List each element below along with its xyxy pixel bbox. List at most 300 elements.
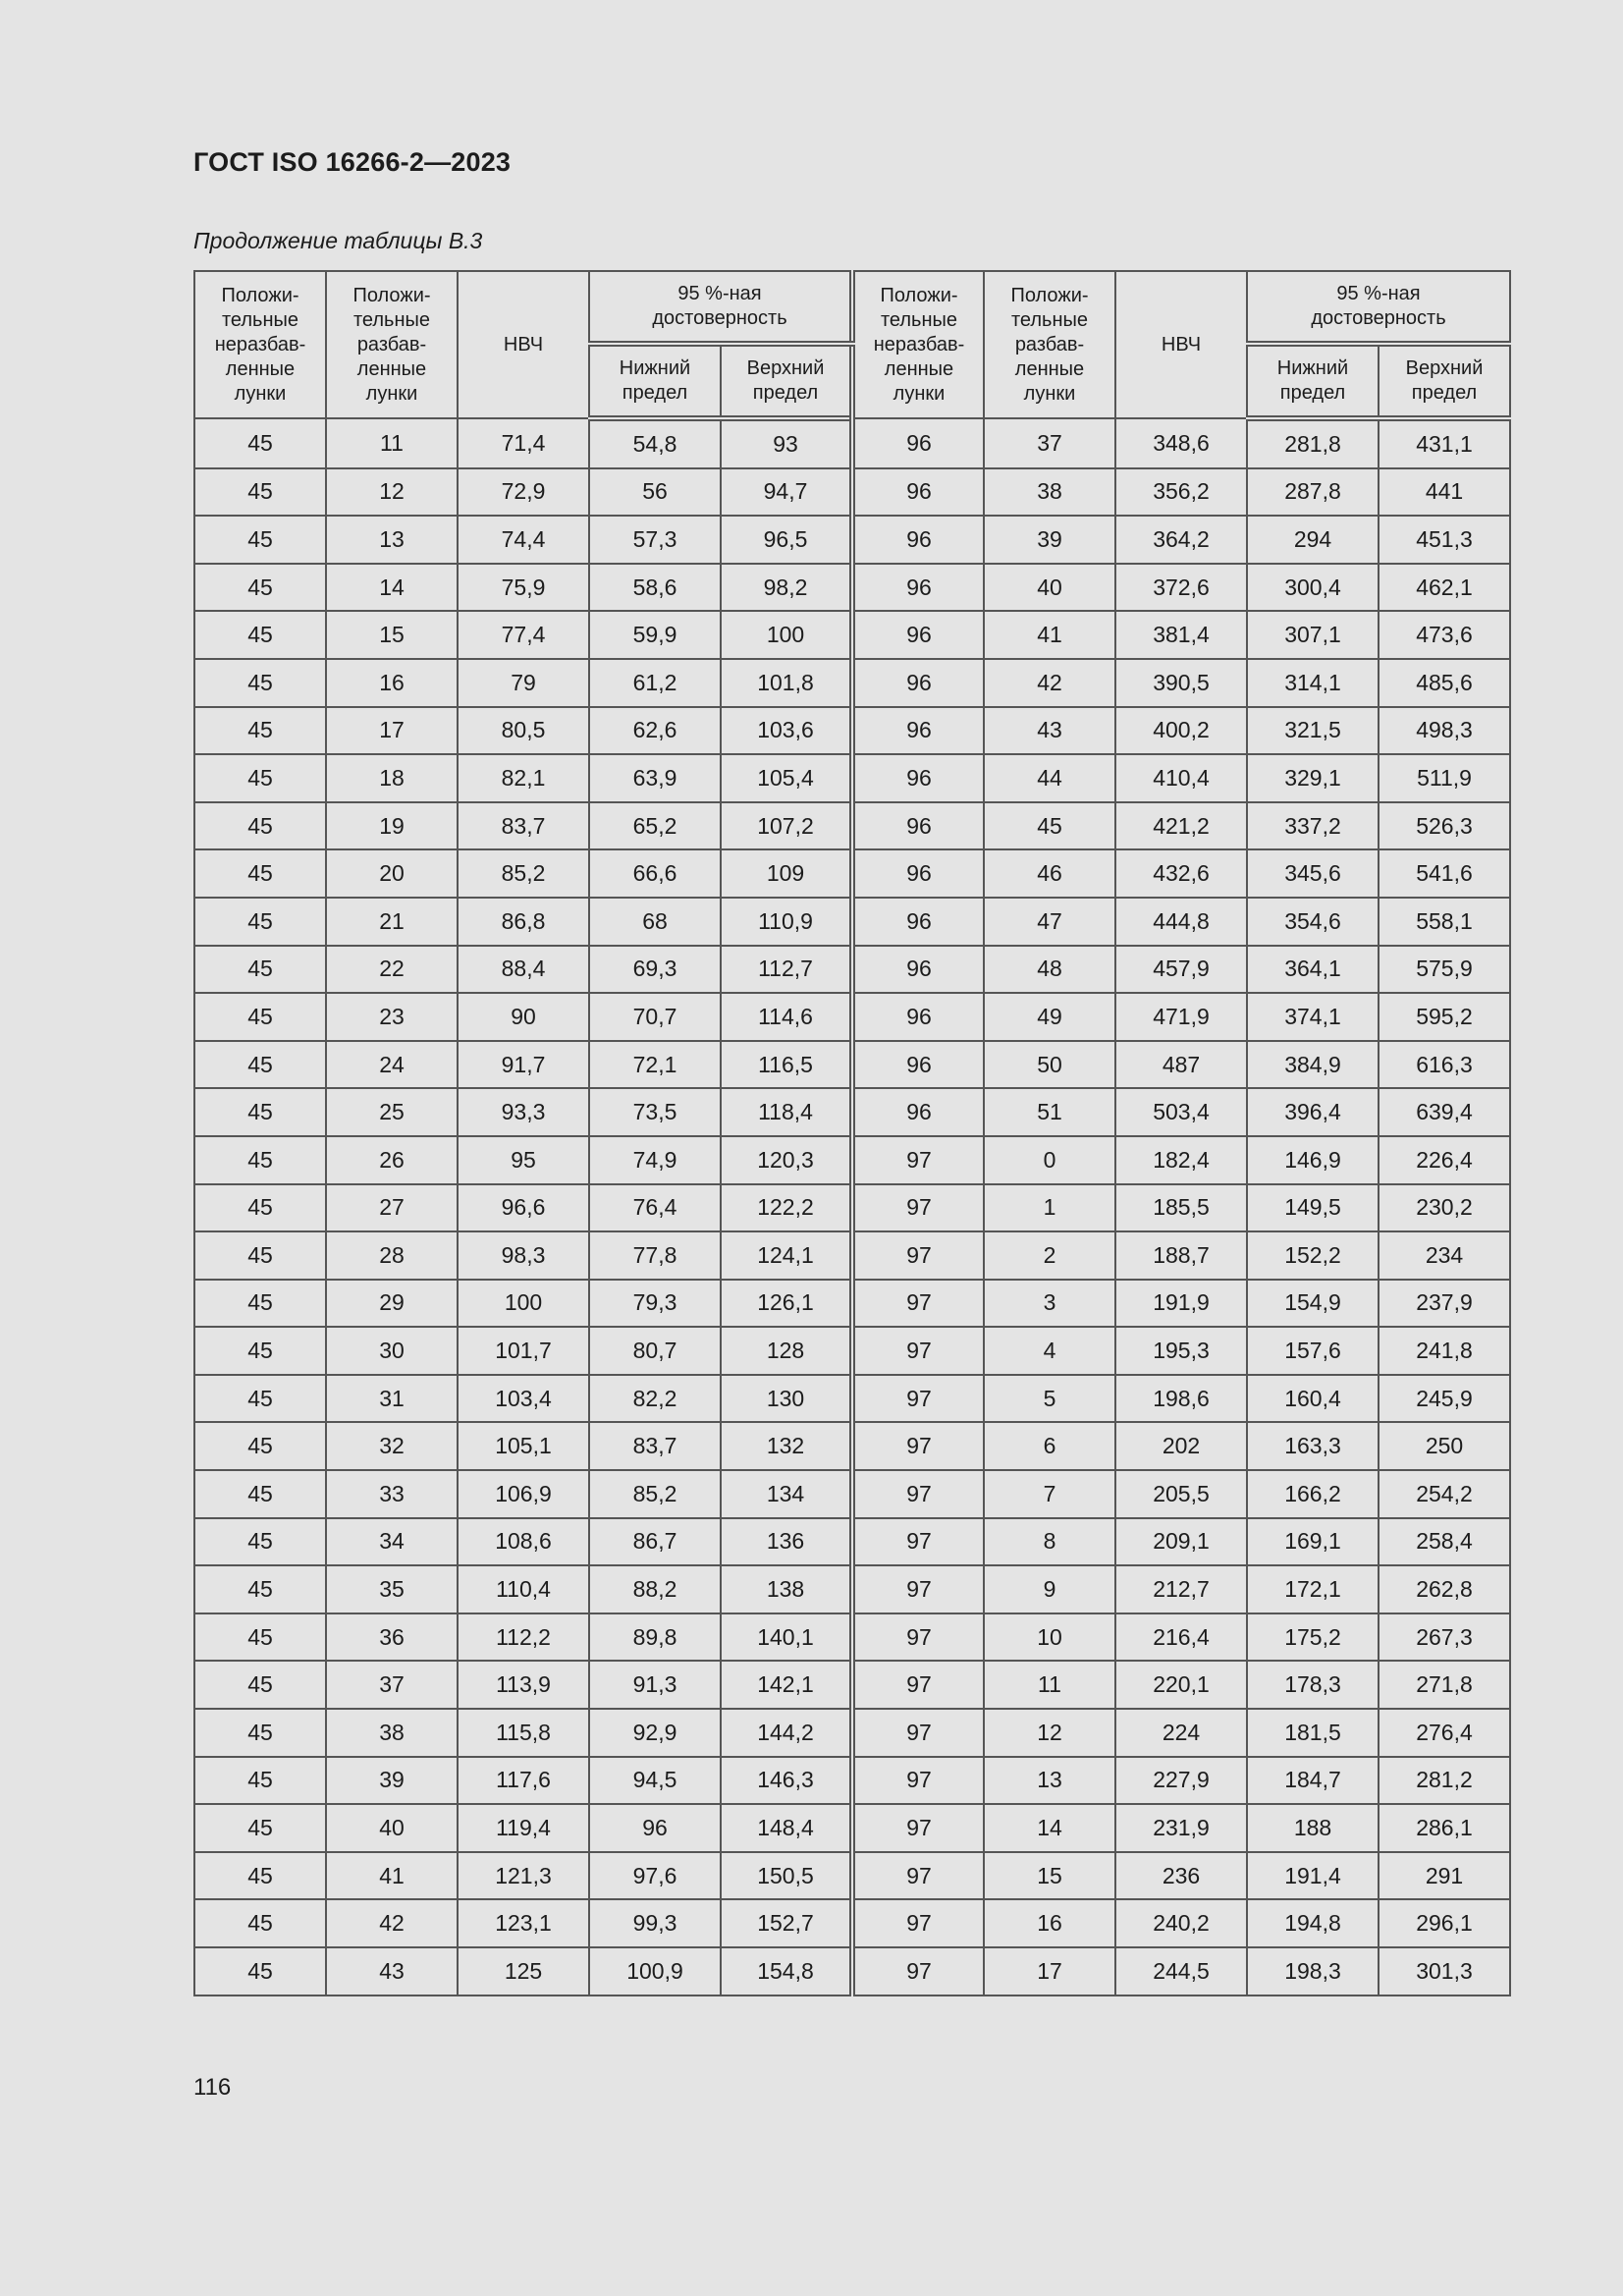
cell-upper-limit: 114,6 [721,993,852,1041]
cell-lower-limit: 97,6 [589,1852,721,1900]
cell-mpn: 205,5 [1115,1470,1247,1518]
cell-upper-limit: 107,2 [721,802,852,850]
cell-positive: 45 [194,993,326,1041]
cell-lower-limit: 66,6 [589,849,721,898]
cell-positive-diluted: 47 [984,898,1115,946]
cell-lower-limit: 61,2 [589,659,721,707]
cell-mpn: 195,3 [1115,1327,1247,1375]
table-header [194,271,1510,418]
cell-mpn: 227,9 [1115,1757,1247,1805]
cell-upper-limit: 498,3 [1379,707,1510,755]
table-row [194,516,1510,564]
cell-mpn: 95 [458,1136,589,1184]
cell-positive-diluted: 15 [326,611,458,659]
cell-positive-diluted: 38 [326,1709,458,1757]
cell-positive-diluted: 2 [984,1231,1115,1280]
table-row [194,564,1510,612]
cell-positive: 45 [194,707,326,755]
cell-lower-limit: 321,5 [1247,707,1379,755]
cell-positive-diluted: 29 [326,1280,458,1328]
cell-mpn: 348,6 [1115,418,1247,468]
cell-upper-limit: 120,3 [721,1136,852,1184]
cell-mpn: 88,4 [458,946,589,994]
cell-lower-limit: 314,1 [1247,659,1379,707]
cell-lower-limit: 181,5 [1247,1709,1379,1757]
cell-mpn: 364,2 [1115,516,1247,564]
cell-upper-limit: 136 [721,1518,852,1566]
cell-lower-limit: 149,5 [1247,1184,1379,1232]
cell-positive-diluted: 5 [984,1375,1115,1423]
cell-lower-limit: 82,2 [589,1375,721,1423]
cell-positive-diluted: 14 [326,564,458,612]
cell-upper-limit: 250 [1379,1422,1510,1470]
cell-positive: 45 [194,1709,326,1757]
cell-mpn: 400,2 [1115,707,1247,755]
cell-positive: 96 [852,468,984,517]
cell-mpn: 75,9 [458,564,589,612]
cell-positive: 45 [194,564,326,612]
cell-positive-diluted: 48 [984,946,1115,994]
cell-lower-limit: 345,6 [1247,849,1379,898]
cell-positive: 45 [194,1899,326,1947]
cell-positive-diluted: 31 [326,1375,458,1423]
table-row [194,849,1510,898]
cell-upper-limit: 148,4 [721,1804,852,1852]
cell-mpn: 113,9 [458,1661,589,1709]
cell-upper-limit: 595,2 [1379,993,1510,1041]
cell-mpn: 240,2 [1115,1899,1247,1947]
cell-lower-limit: 72,1 [589,1041,721,1089]
cell-positive: 96 [852,1088,984,1136]
cell-positive-diluted: 14 [984,1804,1115,1852]
cell-positive-diluted: 38 [984,468,1115,517]
cell-upper-limit: 122,2 [721,1184,852,1232]
header-mpn: НВЧ [458,271,589,418]
cell-positive: 45 [194,1184,326,1232]
cell-positive-diluted: 39 [984,516,1115,564]
cell-mpn: 80,5 [458,707,589,755]
cell-positive-diluted: 27 [326,1184,458,1232]
cell-mpn: 96,6 [458,1184,589,1232]
cell-mpn: 85,2 [458,849,589,898]
cell-positive: 97 [852,1565,984,1613]
cell-mpn: 79 [458,659,589,707]
cell-positive-diluted: 37 [326,1661,458,1709]
cell-lower-limit: 74,9 [589,1136,721,1184]
table-row [194,1088,1510,1136]
cell-positive: 45 [194,1041,326,1089]
cell-upper-limit: 511,9 [1379,754,1510,802]
cell-mpn: 71,4 [458,418,589,468]
table-row [194,802,1510,850]
cell-upper-limit: 234 [1379,1231,1510,1280]
cell-mpn: 236 [1115,1852,1247,1900]
cell-positive: 45 [194,1661,326,1709]
cell-mpn: 100 [458,1280,589,1328]
cell-upper-limit: 639,4 [1379,1088,1510,1136]
cell-positive-diluted: 25 [326,1088,458,1136]
cell-positive: 96 [852,849,984,898]
cell-mpn: 119,4 [458,1804,589,1852]
cell-mpn: 74,4 [458,516,589,564]
cell-positive-diluted: 35 [326,1565,458,1613]
table-row [194,1852,1510,1900]
cell-positive: 45 [194,1088,326,1136]
cell-positive-diluted: 21 [326,898,458,946]
table-row [194,1231,1510,1280]
cell-mpn: 103,4 [458,1375,589,1423]
header-confidence: 95 %-ная достоверность [589,271,852,344]
cell-mpn: 90 [458,993,589,1041]
cell-upper-limit: 485,6 [1379,659,1510,707]
cell-mpn: 471,9 [1115,993,1247,1041]
cell-positive-diluted: 13 [326,516,458,564]
cell-positive: 96 [852,946,984,994]
cell-mpn: 108,6 [458,1518,589,1566]
cell-lower-limit: 184,7 [1247,1757,1379,1805]
cell-mpn: 112,2 [458,1613,589,1662]
cell-mpn: 432,6 [1115,849,1247,898]
cell-lower-limit: 384,9 [1247,1041,1379,1089]
table-row [194,1899,1510,1947]
header-upper-limit: Верхний предел [721,344,852,418]
cell-positive: 45 [194,1375,326,1423]
cell-upper-limit: 138 [721,1565,852,1613]
cell-positive: 97 [852,1280,984,1328]
cell-positive-diluted: 40 [984,564,1115,612]
cell-lower-limit: 198,3 [1247,1947,1379,1995]
cell-positive-diluted: 43 [326,1947,458,1995]
table-row [194,1280,1510,1328]
cell-mpn: 220,1 [1115,1661,1247,1709]
data-table [193,270,1511,1996]
cell-upper-limit: 105,4 [721,754,852,802]
cell-positive-diluted: 20 [326,849,458,898]
table-row [194,1136,1510,1184]
table-row [194,946,1510,994]
cell-positive-diluted: 0 [984,1136,1115,1184]
cell-positive: 45 [194,946,326,994]
cell-positive-diluted: 4 [984,1327,1115,1375]
cell-positive: 97 [852,1947,984,1995]
cell-upper-limit: 441 [1379,468,1510,517]
cell-positive: 96 [852,659,984,707]
cell-mpn: 72,9 [458,468,589,517]
cell-positive-diluted: 8 [984,1518,1115,1566]
cell-upper-limit: 237,9 [1379,1280,1510,1328]
cell-lower-limit: 337,2 [1247,802,1379,850]
cell-mpn: 390,5 [1115,659,1247,707]
cell-upper-limit: 112,7 [721,946,852,994]
cell-upper-limit: 431,1 [1379,418,1510,468]
cell-positive: 45 [194,1280,326,1328]
cell-upper-limit: 96,5 [721,516,852,564]
cell-lower-limit: 175,2 [1247,1613,1379,1662]
table-body [194,418,1510,1995]
cell-positive-diluted: 26 [326,1136,458,1184]
table-row [194,993,1510,1041]
cell-positive: 97 [852,1804,984,1852]
cell-upper-limit: 134 [721,1470,852,1518]
table-row [194,1709,1510,1757]
cell-mpn: 231,9 [1115,1804,1247,1852]
cell-lower-limit: 396,4 [1247,1088,1379,1136]
cell-lower-limit: 287,8 [1247,468,1379,517]
cell-positive: 97 [852,1852,984,1900]
header-positive: Положи- тельные неразбав- ленные лунки [852,271,984,418]
table-row [194,1422,1510,1470]
cell-mpn: 372,6 [1115,564,1247,612]
cell-upper-limit: 118,4 [721,1088,852,1136]
table-row [194,1613,1510,1662]
cell-positive: 45 [194,802,326,850]
cell-upper-limit: 146,3 [721,1757,852,1805]
cell-positive-diluted: 39 [326,1757,458,1805]
cell-upper-limit: 241,8 [1379,1327,1510,1375]
cell-positive: 45 [194,659,326,707]
cell-positive-diluted: 40 [326,1804,458,1852]
cell-positive: 45 [194,754,326,802]
cell-positive: 45 [194,1231,326,1280]
cell-positive: 45 [194,1852,326,1900]
cell-upper-limit: 142,1 [721,1661,852,1709]
cell-upper-limit: 101,8 [721,659,852,707]
cell-lower-limit: 300,4 [1247,564,1379,612]
cell-positive-diluted: 12 [326,468,458,517]
cell-mpn: 110,4 [458,1565,589,1613]
cell-positive: 96 [852,707,984,755]
cell-positive: 96 [852,564,984,612]
cell-positive-diluted: 42 [326,1899,458,1947]
table-row [194,1041,1510,1089]
cell-lower-limit: 76,4 [589,1184,721,1232]
cell-positive: 96 [852,993,984,1041]
cell-upper-limit: 124,1 [721,1231,852,1280]
cell-lower-limit: 57,3 [589,516,721,564]
cell-upper-limit: 126,1 [721,1280,852,1328]
cell-lower-limit: 79,3 [589,1280,721,1328]
cell-positive: 45 [194,1470,326,1518]
cell-positive: 97 [852,1422,984,1470]
cell-positive-diluted: 16 [326,659,458,707]
cell-positive-diluted: 16 [984,1899,1115,1947]
cell-lower-limit: 94,5 [589,1757,721,1805]
cell-upper-limit: 262,8 [1379,1565,1510,1613]
cell-upper-limit: 100 [721,611,852,659]
cell-upper-limit: 616,3 [1379,1041,1510,1089]
cell-upper-limit: 258,4 [1379,1518,1510,1566]
cell-lower-limit: 99,3 [589,1899,721,1947]
cell-lower-limit: 281,8 [1247,418,1379,468]
header-lower-limit: Нижний предел [589,344,721,418]
cell-mpn: 503,4 [1115,1088,1247,1136]
cell-lower-limit: 374,1 [1247,993,1379,1041]
cell-mpn: 82,1 [458,754,589,802]
cell-positive-diluted: 32 [326,1422,458,1470]
cell-upper-limit: 128 [721,1327,852,1375]
cell-mpn: 381,4 [1115,611,1247,659]
cell-positive: 96 [852,898,984,946]
cell-positive-diluted: 33 [326,1470,458,1518]
cell-positive: 45 [194,516,326,564]
cell-lower-limit: 169,1 [1247,1518,1379,1566]
table-row [194,1327,1510,1375]
cell-lower-limit: 56 [589,468,721,517]
cell-upper-limit: 286,1 [1379,1804,1510,1852]
cell-positive: 97 [852,1375,984,1423]
cell-upper-limit: 94,7 [721,468,852,517]
cell-upper-limit: 110,9 [721,898,852,946]
cell-positive: 45 [194,1327,326,1375]
header-positive: Положи- тельные неразбав- ленные лунки [194,271,326,418]
cell-upper-limit: 575,9 [1379,946,1510,994]
cell-mpn: 410,4 [1115,754,1247,802]
cell-lower-limit: 354,6 [1247,898,1379,946]
cell-positive: 97 [852,1661,984,1709]
cell-positive-diluted: 49 [984,993,1115,1041]
cell-lower-limit: 100,9 [589,1947,721,1995]
cell-lower-limit: 152,2 [1247,1231,1379,1280]
cell-upper-limit: 526,3 [1379,802,1510,850]
cell-lower-limit: 188 [1247,1804,1379,1852]
table-container [193,270,1511,1996]
cell-mpn: 91,7 [458,1041,589,1089]
cell-mpn: 121,3 [458,1852,589,1900]
table-row [194,1947,1510,1995]
cell-lower-limit: 80,7 [589,1327,721,1375]
cell-positive-diluted: 6 [984,1422,1115,1470]
cell-mpn: 216,4 [1115,1613,1247,1662]
cell-positive: 96 [852,802,984,850]
cell-positive-diluted: 19 [326,802,458,850]
cell-positive-diluted: 10 [984,1613,1115,1662]
cell-positive: 45 [194,1757,326,1805]
cell-mpn: 125 [458,1947,589,1995]
cell-positive: 45 [194,849,326,898]
cell-positive: 45 [194,1804,326,1852]
table-row [194,1565,1510,1613]
table-row [194,754,1510,802]
cell-lower-limit: 65,2 [589,802,721,850]
table-row [194,1470,1510,1518]
cell-positive-diluted: 24 [326,1041,458,1089]
cell-positive: 97 [852,1757,984,1805]
cell-mpn: 212,7 [1115,1565,1247,1613]
cell-positive-diluted: 22 [326,946,458,994]
cell-positive: 97 [852,1136,984,1184]
cell-lower-limit: 63,9 [589,754,721,802]
cell-lower-limit: 73,5 [589,1088,721,1136]
cell-lower-limit: 68 [589,898,721,946]
cell-positive-diluted: 23 [326,993,458,1041]
cell-mpn: 188,7 [1115,1231,1247,1280]
cell-upper-limit: 276,4 [1379,1709,1510,1757]
cell-upper-limit: 281,2 [1379,1757,1510,1805]
cell-mpn: 457,9 [1115,946,1247,994]
cell-lower-limit: 146,9 [1247,1136,1379,1184]
cell-lower-limit: 91,3 [589,1661,721,1709]
cell-positive: 97 [852,1709,984,1757]
cell-positive: 45 [194,898,326,946]
cell-lower-limit: 157,6 [1247,1327,1379,1375]
cell-lower-limit: 89,8 [589,1613,721,1662]
cell-lower-limit: 59,9 [589,611,721,659]
cell-positive: 45 [194,1565,326,1613]
cell-positive-diluted: 3 [984,1280,1115,1328]
cell-upper-limit: 291 [1379,1852,1510,1900]
cell-mpn: 182,4 [1115,1136,1247,1184]
cell-lower-limit: 172,1 [1247,1565,1379,1613]
cell-upper-limit: 140,1 [721,1613,852,1662]
cell-upper-limit: 271,8 [1379,1661,1510,1709]
cell-mpn: 244,5 [1115,1947,1247,1995]
cell-mpn: 224 [1115,1709,1247,1757]
cell-lower-limit: 364,1 [1247,946,1379,994]
document-header: ГОСТ ISO 16266-2—2023 [193,147,512,177]
cell-positive-diluted: 41 [326,1852,458,1900]
table-row [194,1757,1510,1805]
cell-positive: 96 [852,611,984,659]
cell-positive: 45 [194,418,326,468]
table-row [194,418,1510,468]
cell-lower-limit: 83,7 [589,1422,721,1470]
cell-upper-limit: 473,6 [1379,611,1510,659]
cell-upper-limit: 451,3 [1379,516,1510,564]
cell-upper-limit: 267,3 [1379,1613,1510,1662]
cell-positive-diluted: 43 [984,707,1115,755]
cell-upper-limit: 558,1 [1379,898,1510,946]
cell-lower-limit: 86,7 [589,1518,721,1566]
cell-lower-limit: 54,8 [589,418,721,468]
cell-mpn: 191,9 [1115,1280,1247,1328]
cell-positive-diluted: 37 [984,418,1115,468]
cell-upper-limit: 541,6 [1379,849,1510,898]
header-positive-diluted: Положи- тельные разбав- ленные лунки [326,271,458,418]
cell-positive: 45 [194,1422,326,1470]
cell-positive-diluted: 45 [984,802,1115,850]
cell-mpn: 198,6 [1115,1375,1247,1423]
cell-mpn: 93,3 [458,1088,589,1136]
cell-positive-diluted: 11 [984,1661,1115,1709]
cell-positive-diluted: 44 [984,754,1115,802]
cell-mpn: 117,6 [458,1757,589,1805]
cell-positive: 45 [194,1613,326,1662]
cell-mpn: 185,5 [1115,1184,1247,1232]
cell-positive: 97 [852,1518,984,1566]
cell-positive-diluted: 15 [984,1852,1115,1900]
cell-upper-limit: 301,3 [1379,1947,1510,1995]
cell-upper-limit: 109 [721,849,852,898]
cell-positive: 96 [852,418,984,468]
cell-lower-limit: 154,9 [1247,1280,1379,1328]
cell-positive: 96 [852,754,984,802]
cell-lower-limit: 92,9 [589,1709,721,1757]
table-row [194,1518,1510,1566]
cell-positive: 45 [194,1136,326,1184]
cell-positive: 96 [852,1041,984,1089]
cell-lower-limit: 69,3 [589,946,721,994]
header-lower-limit: Нижний предел [1247,344,1379,418]
table-row [194,659,1510,707]
cell-positive-diluted: 36 [326,1613,458,1662]
cell-upper-limit: 132 [721,1422,852,1470]
table-row [194,707,1510,755]
cell-lower-limit: 77,8 [589,1231,721,1280]
cell-upper-limit: 230,2 [1379,1184,1510,1232]
cell-upper-limit: 254,2 [1379,1470,1510,1518]
cell-lower-limit: 194,8 [1247,1899,1379,1947]
cell-mpn: 86,8 [458,898,589,946]
